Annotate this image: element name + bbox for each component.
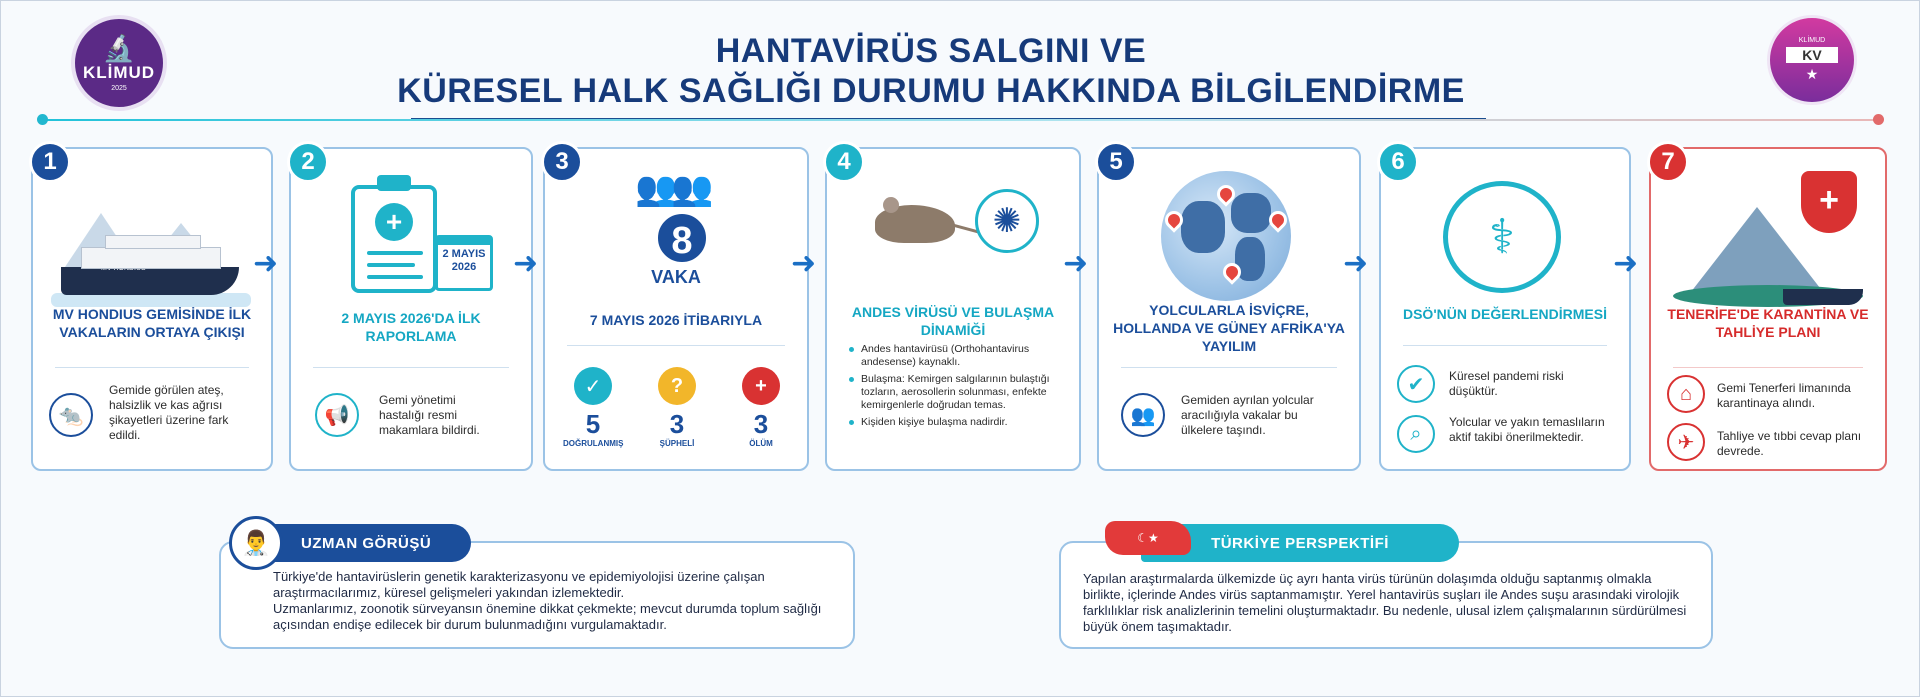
step-heading: 2 MAYIS 2026'DA İLK RAPORLAMA [341,310,481,344]
step-number: 5 [1095,141,1137,183]
step-description: Tahliye ve tıbbi cevap planı devrede. [1717,429,1862,458]
step-heading: MV HONDIUS GEMİSİNDE İLK VAKALARIN ORTAYA ÇIKIŞI [52,306,252,340]
step-number: 6 [1377,141,1419,183]
clipboard-icon: + [351,185,437,293]
step-number: 3 [541,141,583,183]
divider [567,345,785,346]
medical-cross-icon: + [742,367,780,405]
medical-shield-icon: + [1801,171,1857,233]
step-card-7 [1649,147,1887,471]
ship-icon [1783,289,1863,305]
step-description: Gemi yönetimi hastalığı resmi makamlara bildirdi. [379,393,480,437]
step-card-3 [543,147,809,471]
expert-text [273,569,833,633]
turkey-map-icon: ☾★ [1105,521,1191,555]
expert-tag [271,524,471,562]
timeline-line [41,119,1881,121]
globe-icon [1161,171,1291,301]
step-number: 1 [29,141,71,183]
step-description: Yolcular ve yakın temaslıların aktif takibi önerilmektedir. [1449,415,1605,444]
check-icon: ✓ [574,367,612,405]
mouse-icon: 🐀 [49,393,93,437]
people-icon: 👥 [1121,393,1165,437]
step-heading: TENERİFE'DE KARANTİNA VE TAHLİYE PLANI [1667,306,1869,340]
list-item: Kişiden kişiye bulaşma nadirdir. [845,416,1075,429]
arrow-right-icon: ➜ [1343,247,1369,280]
megaphone-icon: 📢 [315,393,359,437]
arrow-right-icon: ➜ [1613,247,1639,280]
step-description: Küresel pandemi riski düşüktür. [1449,369,1564,398]
divider [55,367,249,368]
stat-suspected [647,367,707,448]
shield-check-icon: ✔ [1397,365,1435,403]
arrow-right-icon: ➜ [1063,247,1089,280]
quarantine-house-icon: ⌂ [1667,375,1705,413]
step-heading: DSÖ'NÜN DEĞERLENDİRMESİ [1402,306,1607,322]
divider [1121,367,1337,368]
logo-right-name: KV [1786,47,1837,63]
expert-text-2: Uzmanlarımız, zoonotik sürveyansın önemine dikkat çekmekte; mevcut durumda toplum sağlığı açısından endişe edilecek bir durum bulunmadığını vurgulamaktadır. [273,601,822,632]
step-number: 4 [823,141,865,183]
expert-text-1: Türkiye'de hantavirüslerin genetik karakterizasyonu ve epidemiyolojisi üzerine çalışan araştırmacılarımız, küresel gelişmeleri yakından izlemektedir. [273,569,765,600]
microscope-icon: 🔬 [102,32,136,63]
case-count: 8 [655,211,709,265]
logo-left-name: KLİMUD [82,62,156,82]
step-card-2 [289,147,533,471]
logo-left-year: 2025 [111,84,127,92]
step-heading: 7 MAYIS 2026 İTİBARIYLA [589,312,763,328]
arrow-right-icon: ➜ [253,247,279,280]
case-label: VAKA [651,267,701,287]
divider [313,367,509,368]
list-item: Bulaşma: Kemirgen salgılarının bulaştığı tozların, aerosollerin solunması, enfekte kemirgenlerle doğrudan temas. [845,373,1075,412]
star-icon: ★ [1805,66,1819,82]
virus-icon: ✺ [975,189,1039,253]
step-card-5 [1097,147,1361,471]
stat-value: 3 [753,409,769,439]
arrow-right-icon: ➜ [791,247,817,280]
divider [1673,367,1863,368]
stat-label: DOĞRULANMIŞ [563,439,624,448]
timeline-end-dot [1873,114,1884,125]
stat-label: ÖLÜM [749,439,773,448]
stat-confirmed [563,367,623,448]
stat-value: 5 [585,409,601,439]
divider [1403,345,1607,346]
calendar-icon [435,235,493,291]
kv-logo [1767,15,1857,105]
bullet-list [845,343,1075,433]
who-emblem-icon: ⚕ [1443,181,1561,293]
step-card-6 [1379,147,1631,471]
step-card-1 [31,147,273,471]
rodent-icon [875,205,955,243]
people-icon: 👥👥 [635,170,708,208]
helicopter-icon: ✈ [1667,423,1705,461]
arrow-right-icon: ➜ [513,247,539,280]
stat-label: ŞÜPHELİ [659,439,695,448]
step-number: 2 [287,141,329,183]
person-search-icon: ⌕ [1397,415,1435,453]
step-heading: ANDES VİRÜSÜ VE BULAŞMA DİNAMİĞİ [851,304,1055,338]
step-card-4 [825,147,1081,471]
doctor-icon: 👨‍⚕️ [229,516,283,570]
list-item: Andes hantavirüsü (Orthohantavirus andesense) kaynaklı. [845,343,1075,369]
ship-illustration [51,183,251,313]
page-title [341,31,1521,111]
title-line-1: HANTAVİRÜS SALGINI VE [715,32,1147,70]
klimud-logo [71,15,167,111]
title-line-2: KÜRESEL HALK SAĞLIĞI DURUMU HAKKINDA BİLGİLENDİRME [397,72,1465,110]
step-description: Gemide görülen ateş, halsizlik ve kas ağrısı şikayetleri üzerine fark edildi. [109,383,229,442]
expert-label: UZMAN GÖRÜŞÜ [301,534,432,552]
question-icon: ? [658,367,696,405]
logo-right-top: KLİMUD [1798,37,1826,44]
calendar-date: 2 MAYIS 2026 [442,248,486,273]
stat-death [731,367,791,448]
step-description: Gemi Tenerferi limanında karantinaya alındı. [1717,381,1851,410]
step-number: 7 [1647,141,1689,183]
turkey-label: TÜRKİYE PERSPEKTİFİ [1211,534,1389,552]
timeline-start-dot [37,114,48,125]
step-heading: YOLCULARLA İSVİÇRE, HOLLANDA VE GÜNEY AFRİKA'YA YAYILIM [1113,302,1345,354]
stat-value: 3 [669,409,685,439]
turkey-text: Yapılan araştırmalarda ülkemizde üç ayrı hanta virüs türünün dolaşımda olduğu saptanmış olmakla birlikte, içlerinde Andes virüs saptanmamıştır. Yerel hantavirüs suşları ile Andes suşu arasındaki virolojik farklılıklar risk analizlerinin temelini oluşturmaktadır. Bu nedenle, ulusal izlem çalışmalarının sürdürülmesi büyük önem taşımaktadır. [1083,571,1687,634]
step-description: Gemiden ayrılan yolcular aracılığıyla vakalar bu ülkelere taşındı. [1181,393,1314,437]
